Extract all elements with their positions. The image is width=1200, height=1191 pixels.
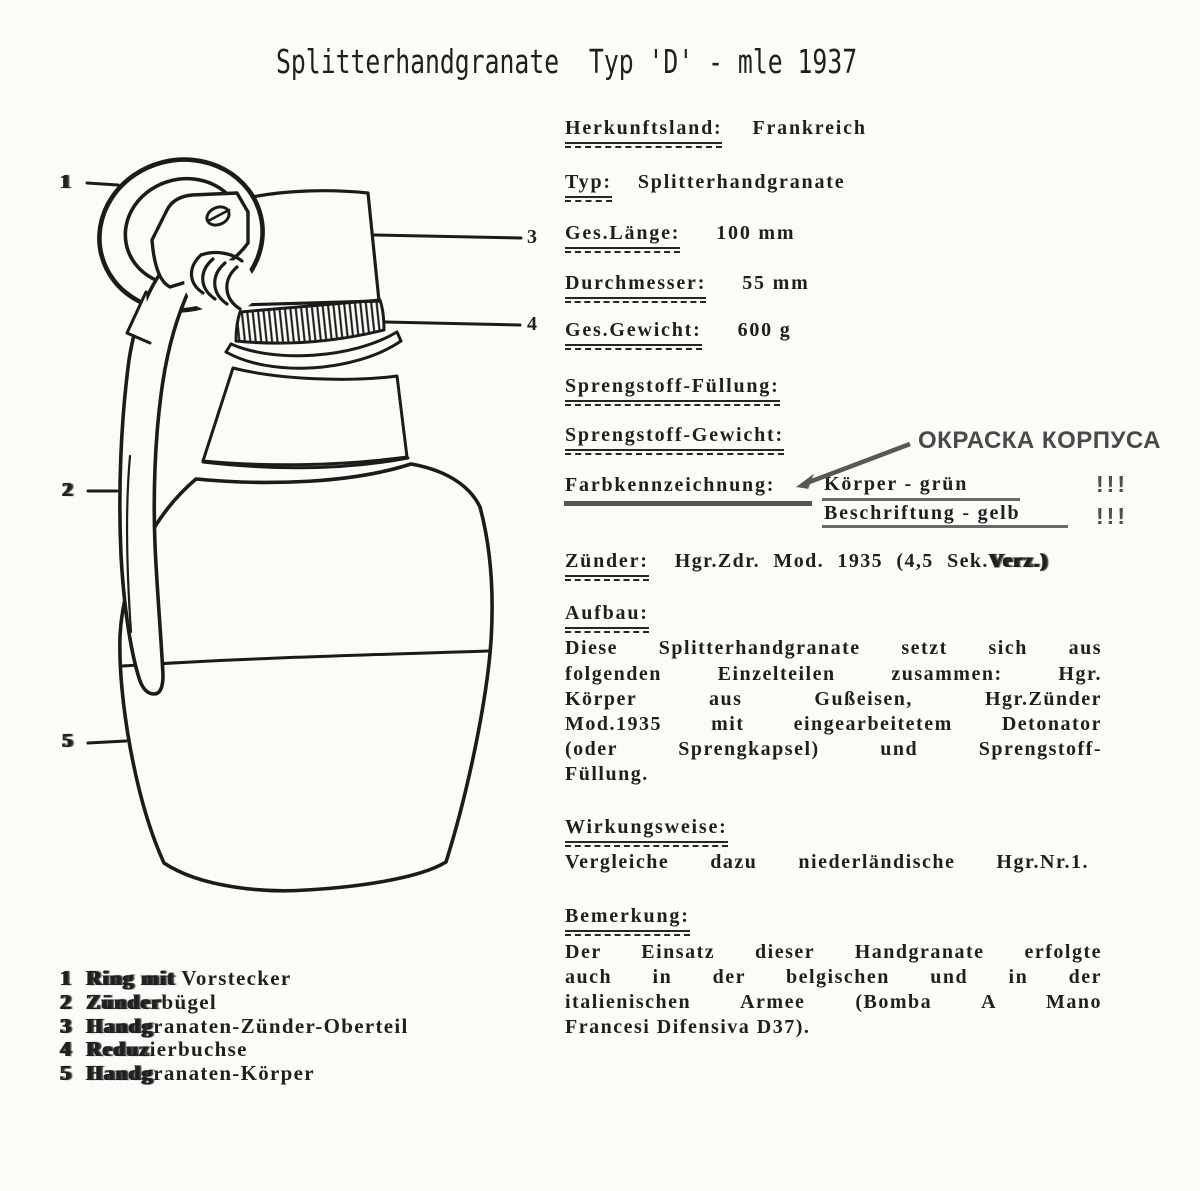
legend-num: 3: [60, 1013, 72, 1038]
section-wirkungsweise-heading: [565, 816, 728, 847]
section-bemerkung-heading: [565, 905, 690, 936]
legend-item-zuenderbuegel: [60, 991, 409, 1015]
farbkennzeichnung-underline: [564, 501, 812, 506]
legend-num: 5: [60, 1061, 72, 1086]
spec-sprengstoff-gewicht: [565, 424, 784, 455]
aufbau-line: folgenden Einzelteilen zusammen: Hgr.: [565, 663, 1102, 685]
legend-text: bügel: [161, 989, 218, 1014]
legend-num: 4: [60, 1037, 72, 1062]
spec-ges-gewicht-value: 600 g: [737, 319, 792, 341]
spec-farbkennzeichnung: [565, 474, 775, 497]
color-marking-value: [824, 502, 1020, 525]
spec-typ-value: Splitterhandgranate: [637, 171, 846, 193]
spec-zuender-value: Hgr.Zdr. Mod. 1935 (4,5 Sek.: [674, 550, 989, 572]
spec-herkunftsland-value: Frankreich: [752, 117, 867, 139]
knurled-ring: [236, 300, 384, 343]
section-aufbau-heading: [565, 602, 649, 633]
color-body-underline: [822, 498, 1020, 501]
color-body-text: Körper - grün: [824, 473, 969, 495]
legend-num: 2: [60, 989, 72, 1014]
spec-zuender-value-bold: Verz.): [988, 550, 1049, 572]
aufbau-line: (oder Sprengkapsel) und Sprengstoff-: [565, 738, 1102, 760]
wirkungsweise-line: Vergleiche dazu niederländische Hgr.Nr.1.: [565, 851, 1089, 873]
exclamation-marks-1: !!!: [1096, 471, 1128, 497]
spec-ges-gewicht: [565, 319, 792, 350]
aufbau-line: Mod.1935 mit eingearbeitetem Detonator: [565, 713, 1102, 735]
spec-ges-laenge-label: Ges.Länge:: [565, 222, 680, 249]
spec-zuender-label: Zünder:: [565, 550, 649, 577]
spec-typ-label: Typ:: [565, 171, 612, 198]
page-title: Splitterhandgranate Typ 'D' - mle 1937: [276, 42, 858, 81]
legend-item-reduzierbuchse: [60, 1038, 409, 1062]
fuze-base-cone: [203, 368, 407, 465]
legend-item-ring: [60, 967, 409, 991]
spec-ges-laenge: [565, 222, 795, 253]
aufbau-heading-text: Aufbau:: [565, 602, 649, 629]
spec-sprengstoff-gewicht-label: Sprengstoff-Gewicht:: [565, 424, 784, 451]
leader-line-5: [88, 741, 126, 743]
spec-durchmesser-value: 55 mm: [742, 272, 810, 294]
callout-2: 2: [62, 479, 72, 501]
bemerkung-line: Francesi Difensiva D37).: [565, 1016, 811, 1038]
legend-item-koerper: [60, 1062, 409, 1086]
spec-durchmesser-label: Durchmesser:: [565, 272, 706, 299]
bemerkung-heading-text: Bemerkung:: [565, 905, 690, 932]
legend-text: ranaten-Zünder-Oberteil: [153, 1013, 409, 1038]
spec-ges-gewicht-label: Ges.Gewicht:: [565, 319, 702, 346]
callout-4: 4: [527, 313, 537, 335]
spec-sprengstoff-fuellung-label: Sprengstoff-Füllung:: [565, 375, 780, 402]
legend-text-bold: Zünder: [86, 989, 162, 1014]
grenade-diagram: [40, 150, 545, 960]
callout-1: 1: [60, 171, 70, 193]
legend-text-bold: Handg: [86, 1013, 154, 1038]
parts-legend: [60, 967, 409, 1086]
spec-ges-laenge-value: 100 mm: [716, 222, 796, 244]
bemerkung-line: Der Einsatz dieser Handgranate erfolgte: [565, 941, 1102, 963]
color-marking-text: Beschriftung - gelb: [824, 502, 1021, 524]
exclamation-marks-2: !!!: [1096, 503, 1128, 529]
legend-text: ierbuchse: [149, 1037, 248, 1062]
grenade-body: [120, 464, 492, 891]
callout-3: 3: [527, 226, 537, 248]
legend-text-bold: Reduz: [86, 1037, 150, 1062]
leader-line-4: [385, 322, 520, 325]
spec-typ: [565, 171, 845, 202]
aufbau-line: Körper aus Gußeisen, Hgr.Zünder: [565, 688, 1102, 710]
legend-text-bold: Ring mit: [86, 966, 176, 990]
russian-annotation: ОКРАСКА КОРПУСА: [918, 427, 1161, 454]
spec-herkunftsland-label: Herkunftsland:: [565, 117, 722, 144]
leader-line-1: [87, 183, 118, 185]
spec-sprengstoff-fuellung: [565, 375, 780, 406]
callout-5: 5: [62, 730, 72, 752]
color-marking-underline: [822, 525, 1068, 528]
spec-durchmesser: [565, 272, 810, 303]
legend-item-zuender-oberteil: [60, 1015, 409, 1039]
aufbau-line: Diese Splitterhandgranate setzt sich aus: [565, 637, 1102, 659]
legend-text: Vorstecker: [175, 966, 292, 990]
annotation-arrow-icon: [780, 430, 930, 496]
legend-text: ranaten-Körper: [153, 1061, 315, 1086]
wirkungsweise-heading-text: Wirkungsweise:: [565, 816, 728, 843]
bemerkung-line: auch in der belgischen und in der: [565, 966, 1102, 988]
aufbau-line: Füllung.: [565, 763, 649, 785]
legend-text-bold: Handg: [86, 1061, 154, 1086]
legend-num: 1: [60, 966, 72, 990]
spec-herkunftsland: [565, 117, 867, 148]
spec-zuender: [565, 550, 1048, 581]
leader-line-3: [373, 235, 521, 238]
spec-farbkennzeichnung-label: Farbkennzeichnung:: [565, 474, 776, 496]
bemerkung-line: italienischen Armee (Bomba A Mano: [565, 991, 1102, 1013]
